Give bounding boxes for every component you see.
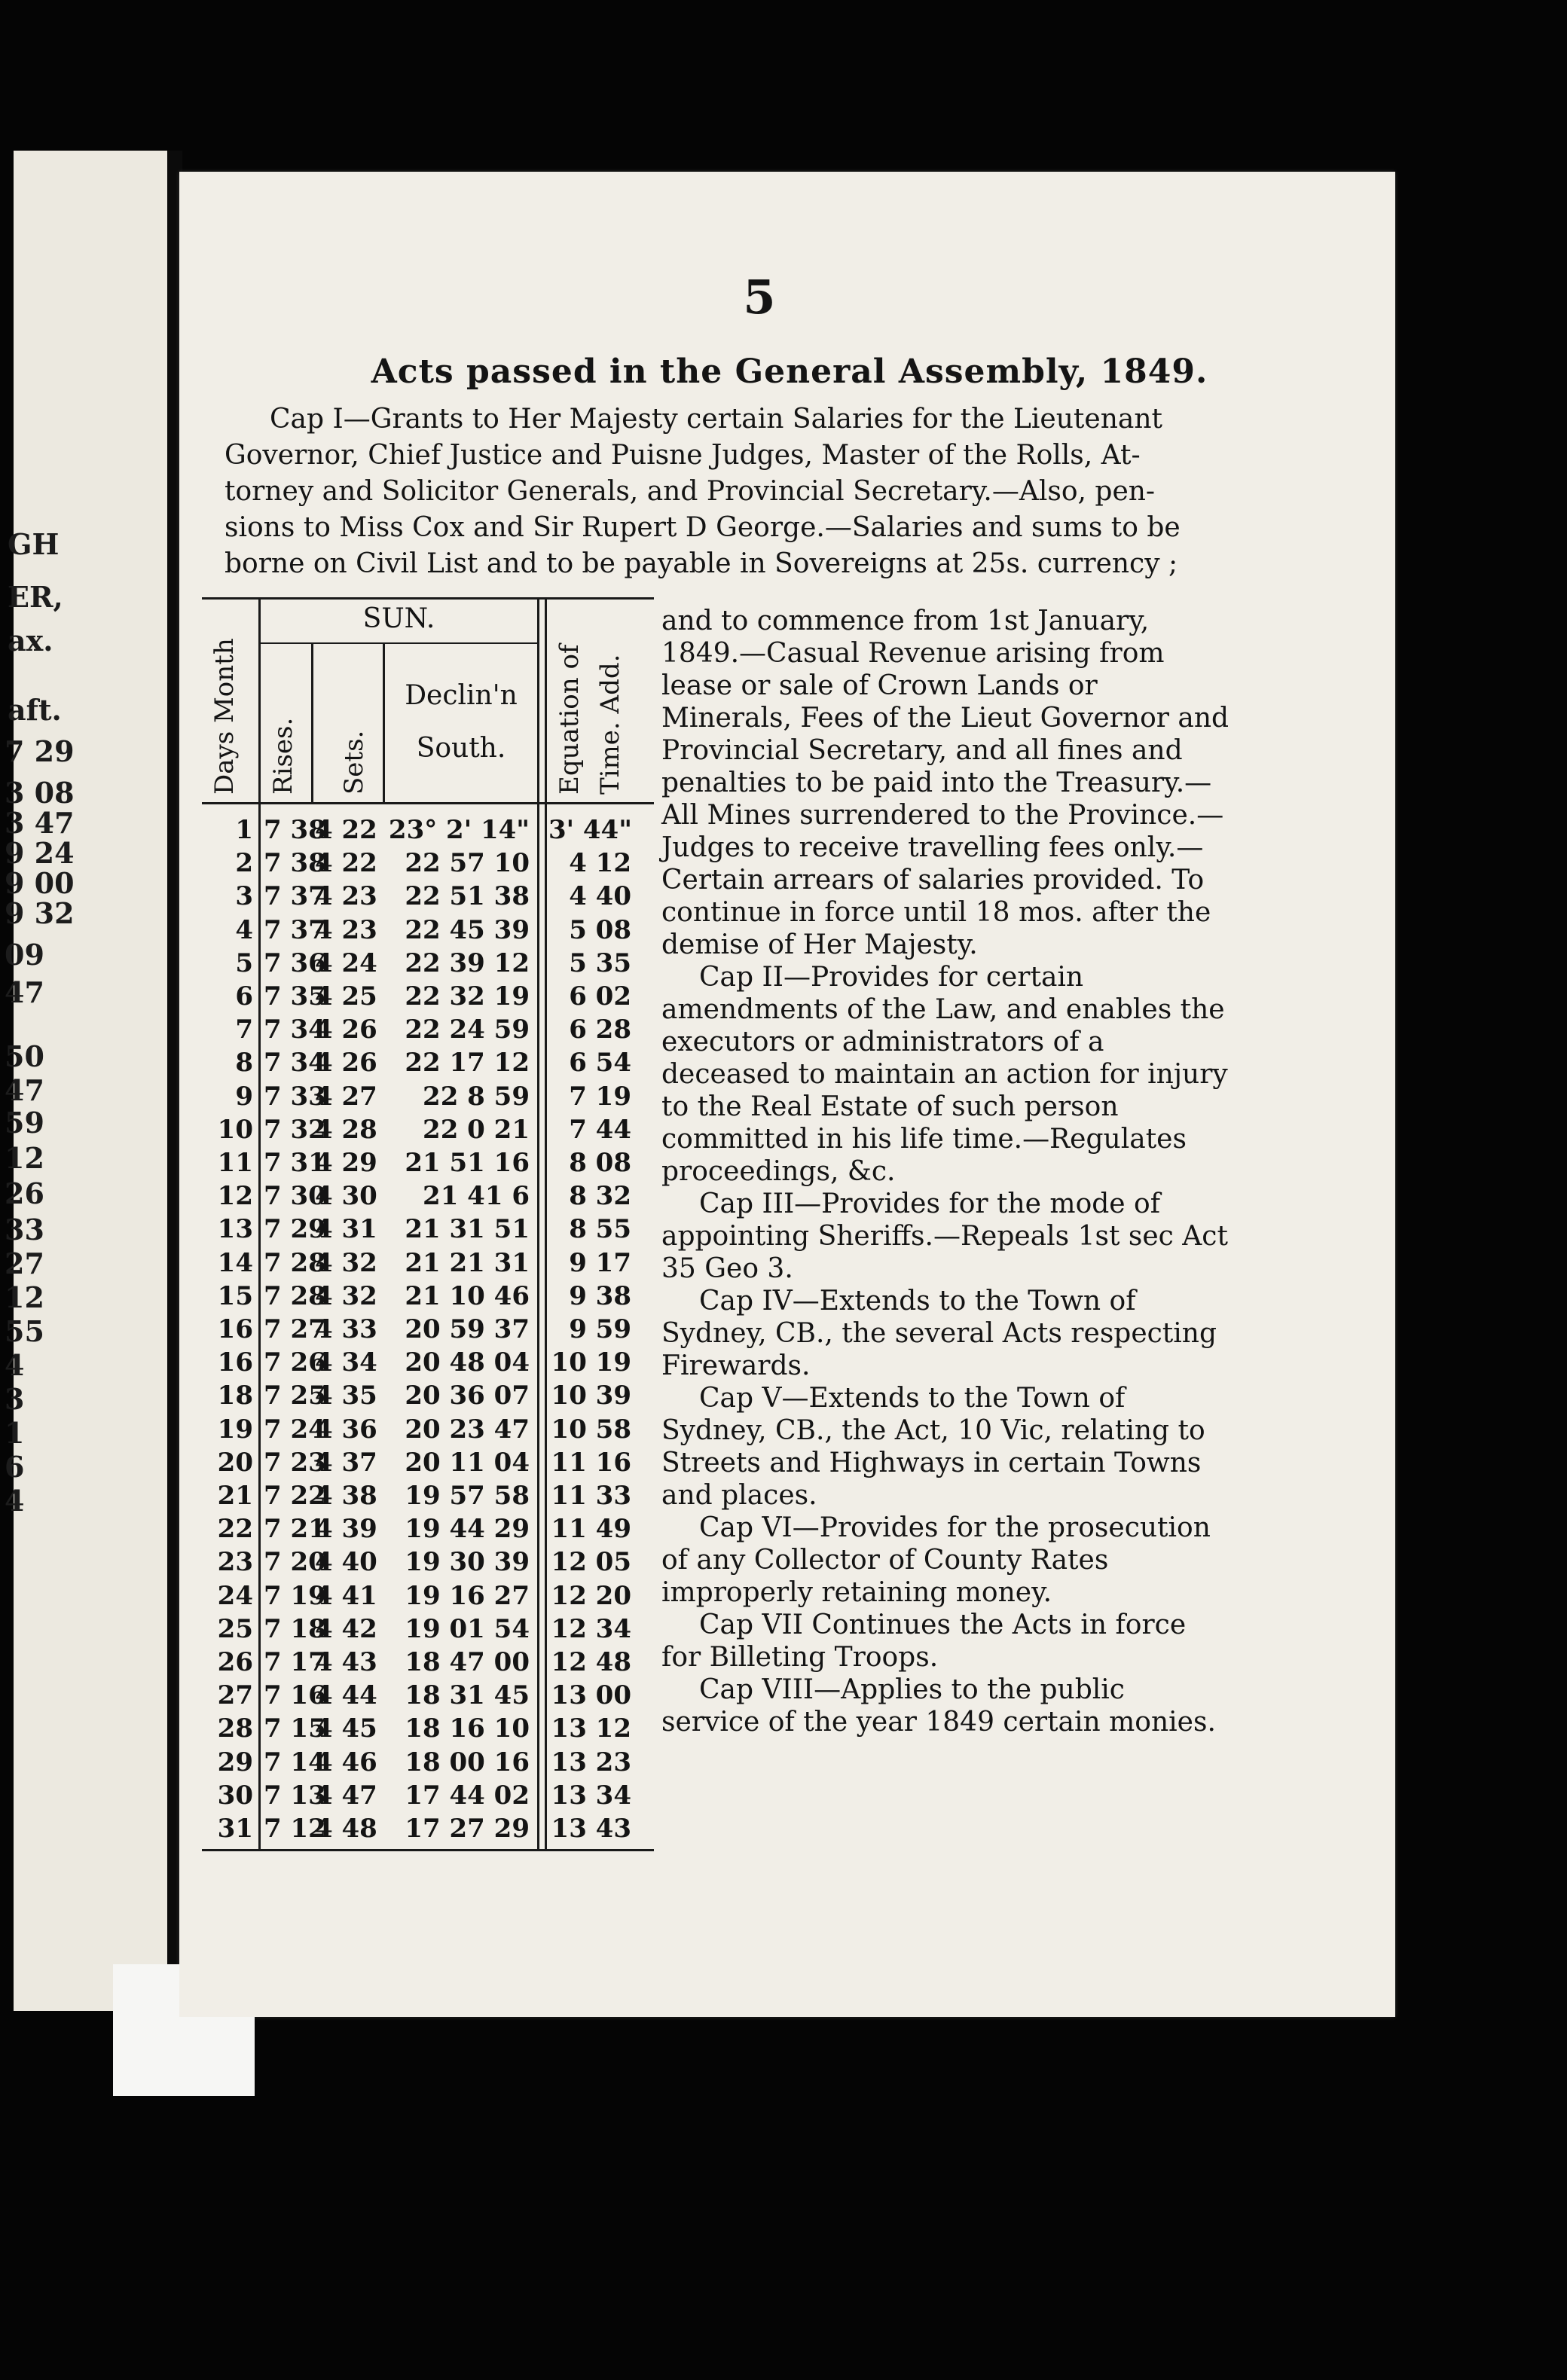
- row-rises: 7 13: [264, 1780, 326, 1811]
- header-sun: SUN.: [362, 603, 435, 634]
- table-row: [202, 848, 654, 879]
- row-equation: 7 19: [569, 1081, 631, 1112]
- row-day: 2: [235, 848, 253, 879]
- row-sets: 4 22: [315, 815, 377, 845]
- act-cap-2: Cap II—Provides for certain amendments of the Law, and enables the executors or administrators of a deceased to maintain an action for injury to the Real Estate of such person committed in his life time.—Regulates proceedings, &c.: [661, 962, 1228, 1187]
- row-day: 21: [217, 1481, 253, 1511]
- row-rises: 7 28: [264, 1247, 326, 1278]
- table-row: [202, 1514, 654, 1545]
- left-page-line: 1: [5, 1416, 25, 1450]
- row-declination: 22 51 38: [405, 881, 530, 912]
- row-rises: 7 38: [264, 815, 326, 845]
- header-bottom-rule: [202, 802, 654, 804]
- row-day: 16: [217, 1347, 253, 1378]
- row-equation: 10 58: [551, 1414, 631, 1445]
- row-sets: 4 23: [315, 881, 377, 912]
- row-equation: 6 54: [569, 1048, 631, 1079]
- left-page-line: 4: [5, 1348, 25, 1382]
- left-page-line: ER,: [8, 580, 63, 614]
- left-page-line: 7 29: [5, 734, 75, 768]
- row-declination: 18 00 16: [405, 1747, 530, 1777]
- row-rises: 7 17: [264, 1647, 326, 1677]
- column-rule: [311, 644, 313, 802]
- left-page-line: 3 08: [5, 776, 75, 810]
- row-sets: 4 33: [315, 1314, 377, 1344]
- row-sets: 4 29: [315, 1148, 377, 1178]
- row-equation: 8 55: [569, 1214, 631, 1245]
- table-bottom-rule: [202, 1849, 654, 1851]
- row-sets: 4 41: [315, 1580, 377, 1611]
- row-declination: 17 27 29: [405, 1814, 530, 1844]
- row-sets: 4 35: [315, 1381, 377, 1411]
- row-day: 20: [217, 1447, 253, 1478]
- act-cap-1-continued: and to commence from 1st January, 1849.—Casual Revenue arising from lease or sale of Crown Lands or Minerals, Fees of the Lieut Governor and Provincial Secretary, and all fines and penalties to be paid into the Treasury.—All Mines surrendered to the Province.—Judges to receive travelling fees only.—Certain arrears of salaries provided. To continue in force until 18 mos. after the demise of Her Majesty.: [661, 606, 1229, 960]
- row-rises: 7 19: [264, 1580, 326, 1611]
- row-sets: 4 40: [315, 1547, 377, 1578]
- row-equation: 5 08: [569, 914, 631, 945]
- row-day: 12: [217, 1181, 253, 1212]
- page-title: Acts passed in the General Assembly, 1849.: [371, 352, 1208, 391]
- row-equation: 9 38: [569, 1280, 631, 1311]
- row-sets: 4 32: [315, 1280, 377, 1311]
- row-equation: 13 34: [551, 1780, 631, 1811]
- row-sets: 4 38: [315, 1481, 377, 1511]
- row-day: 8: [235, 1048, 253, 1079]
- column-rule: [383, 644, 385, 802]
- row-day: 10: [217, 1114, 253, 1145]
- header-south: South.: [416, 733, 506, 764]
- intro-line: Cap I—Grants to Her Majesty certain Salaries for the Lieutenant: [270, 404, 1162, 435]
- left-page-line: aft.: [8, 693, 62, 727]
- left-page-line: 3 47: [5, 806, 75, 840]
- table-row: [202, 1214, 654, 1245]
- left-page-line: ax.: [8, 624, 53, 658]
- row-declination: 21 51 16: [405, 1148, 530, 1178]
- row-declination: 20 59 37: [405, 1314, 530, 1344]
- row-equation: 10 39: [551, 1381, 631, 1411]
- row-day: 6: [235, 981, 253, 1012]
- table-row: [202, 981, 654, 1012]
- left-page-line: GH: [8, 527, 60, 561]
- row-declination: 20 23 47: [405, 1414, 530, 1445]
- row-rises: 7 12: [264, 1814, 326, 1844]
- left-page-line: 50: [5, 1039, 44, 1073]
- table-row: [202, 1081, 654, 1112]
- row-day: 24: [217, 1580, 253, 1611]
- row-equation: 12 48: [551, 1647, 631, 1677]
- row-day: 19: [217, 1414, 253, 1445]
- row-rises: 7 24: [264, 1414, 326, 1445]
- left-page-line: 4: [5, 1484, 25, 1518]
- row-equation: 8 08: [569, 1148, 631, 1178]
- intro-line: borne on Civil List and to be payable in Sovereigns at 25s. currency ;: [225, 548, 1178, 579]
- row-rises: 7 26: [264, 1347, 326, 1378]
- row-declination: 22 45 39: [405, 914, 530, 945]
- row-day: 1: [235, 815, 253, 845]
- row-equation: 13 00: [551, 1680, 631, 1711]
- row-sets: 4 47: [315, 1780, 377, 1811]
- row-rises: 7 33: [264, 1081, 326, 1112]
- table-row: [202, 1613, 654, 1644]
- row-sets: 4 23: [315, 914, 377, 945]
- left-page-line: 33: [5, 1213, 44, 1246]
- row-equation: 6 02: [569, 981, 631, 1012]
- header-declination: Declin'n: [405, 680, 518, 711]
- row-rises: 7 27: [264, 1314, 326, 1344]
- row-declination: 19 16 27: [405, 1580, 530, 1611]
- row-sets: 4 46: [315, 1747, 377, 1777]
- left-facing-page: [0, 151, 169, 2011]
- row-equation: 13 23: [551, 1747, 631, 1777]
- act-cap-3: Cap III—Provides for the mode of appointing Sheriffs.—Repeals 1st sec Act 35 Geo 3.: [661, 1188, 1228, 1284]
- row-day: 27: [217, 1680, 253, 1711]
- table-row: [202, 1181, 654, 1212]
- row-declination: 22 8 59: [423, 1081, 530, 1112]
- row-declination: 17 44 02: [405, 1780, 530, 1811]
- table-row: [202, 1780, 654, 1811]
- row-rises: 7 23: [264, 1447, 326, 1478]
- row-rises: 7 29: [264, 1214, 326, 1245]
- row-day: 14: [217, 1247, 253, 1278]
- row-rises: 7 37: [264, 914, 326, 945]
- row-rises: 7 14: [264, 1747, 326, 1777]
- row-sets: 4 37: [315, 1447, 377, 1478]
- row-declination: 22 24 59: [405, 1015, 530, 1045]
- header-time-add: Time. Add.: [595, 654, 625, 795]
- row-rises: 7 16: [264, 1680, 326, 1711]
- row-rises: 7 31: [264, 1148, 326, 1178]
- table-row: [202, 1414, 654, 1445]
- row-day: 11: [217, 1148, 253, 1178]
- table-row: [202, 1015, 654, 1045]
- row-equation: 8 32: [569, 1181, 631, 1212]
- row-sets: 4 44: [315, 1680, 377, 1711]
- row-rises: 7 34: [264, 1048, 326, 1079]
- row-declination: 22 17 12: [405, 1048, 530, 1079]
- left-page-line: 9 32: [5, 896, 75, 930]
- table-row: [202, 1347, 654, 1378]
- header-rises: Rises.: [268, 717, 298, 795]
- table-row: [202, 1314, 654, 1344]
- row-declination: 22 39 12: [405, 947, 530, 978]
- row-rises: 7 15: [264, 1713, 326, 1744]
- row-equation: 3' 44": [548, 815, 632, 845]
- left-page-line: 12: [5, 1280, 44, 1314]
- row-rises: 7 32: [264, 1114, 326, 1145]
- left-page-line: 59: [5, 1106, 44, 1140]
- left-page-line: 9 00: [5, 866, 75, 900]
- row-declination: 22 0 21: [423, 1114, 530, 1145]
- row-day: 29: [217, 1747, 253, 1777]
- row-sets: 4 24: [315, 947, 377, 978]
- act-cap-5: Cap V—Extends to the Town of Sydney, CB., the Act, 10 Vic, relating to Streets and Highways in certain Towns and places.: [661, 1383, 1205, 1511]
- row-day: 30: [217, 1780, 253, 1811]
- row-sets: 4 36: [315, 1414, 377, 1445]
- table-row: [202, 1447, 654, 1478]
- row-equation: 13 43: [551, 1814, 631, 1844]
- row-day: 26: [217, 1647, 253, 1677]
- row-equation: 6 28: [569, 1015, 631, 1045]
- row-equation: 9 59: [569, 1314, 631, 1344]
- row-sets: 4 39: [315, 1514, 377, 1545]
- act-cap-8: Cap VIII—Applies to the public service of the year 1849 certain monies.: [661, 1674, 1216, 1738]
- row-equation: 11 33: [551, 1481, 631, 1511]
- row-sets: 4 28: [315, 1114, 377, 1145]
- row-declination: 19 44 29: [405, 1514, 530, 1545]
- row-day: 7: [235, 1015, 253, 1045]
- row-declination: 21 31 51: [405, 1214, 530, 1245]
- row-day: 3: [235, 881, 253, 912]
- row-day: 25: [217, 1613, 253, 1644]
- table-row: [202, 1247, 654, 1278]
- row-day: 18: [217, 1381, 253, 1411]
- table-row: [202, 1114, 654, 1145]
- row-day: 9: [235, 1081, 253, 1112]
- table-row: [202, 914, 654, 945]
- header-sets: Sets.: [339, 730, 369, 795]
- table-row: [202, 947, 654, 978]
- row-sets: 4 48: [315, 1814, 377, 1844]
- row-declination: 20 48 04: [405, 1347, 530, 1378]
- row-equation: 7 44: [569, 1114, 631, 1145]
- row-day: 5: [235, 947, 253, 978]
- row-sets: 4 32: [315, 1247, 377, 1278]
- row-sets: 4 30: [315, 1181, 377, 1212]
- table-row: [202, 1680, 654, 1711]
- row-rises: 7 38: [264, 848, 326, 879]
- row-equation: 13 12: [551, 1713, 631, 1744]
- row-sets: 4 26: [315, 1015, 377, 1045]
- table-row: [202, 1547, 654, 1578]
- row-rises: 7 18: [264, 1613, 326, 1644]
- table-top-rule: [202, 597, 654, 600]
- row-day: 4: [235, 914, 253, 945]
- row-rises: 7 30: [264, 1181, 326, 1212]
- row-declination: 21 10 46: [405, 1280, 530, 1311]
- row-rises: 7 20: [264, 1547, 326, 1578]
- row-sets: 4 25: [315, 981, 377, 1012]
- row-declination: 21 41 6: [423, 1181, 530, 1212]
- row-equation: 12 05: [551, 1547, 631, 1578]
- row-equation: 12 20: [551, 1580, 631, 1611]
- table-row: [202, 1649, 654, 1675]
- row-declination: 18 47 00: [405, 1647, 530, 1677]
- act-cap-4: Cap IV—Extends to the Town of Sydney, CB., the several Acts respecting Firewards.: [661, 1286, 1217, 1381]
- row-equation: 4 12: [569, 848, 631, 879]
- row-day: 16: [217, 1314, 253, 1344]
- table-row: [202, 1048, 654, 1079]
- intro-line: sions to Miss Cox and Sir Rupert D George.—Salaries and sums to be: [225, 512, 1181, 543]
- row-declination: 21 21 31: [405, 1247, 530, 1278]
- left-page-line: 9 24: [5, 836, 75, 870]
- left-page-line: 47: [5, 975, 44, 1009]
- page-number: 5: [743, 270, 776, 325]
- table-row: [202, 1580, 654, 1611]
- header-equation-of: Equation of: [554, 644, 585, 795]
- row-sets: 4 43: [315, 1647, 377, 1677]
- row-rises: 7 37: [264, 881, 326, 912]
- row-sets: 4 34: [315, 1347, 377, 1378]
- row-rises: 7 35: [264, 981, 326, 1012]
- row-declination: 18 31 45: [405, 1680, 530, 1711]
- row-sets: 4 31: [315, 1214, 377, 1245]
- row-equation: 11 49: [551, 1514, 631, 1545]
- table-row: [202, 817, 654, 843]
- left-page-line: 3: [5, 1382, 25, 1416]
- row-sets: 4 42: [315, 1613, 377, 1644]
- row-equation: 5 35: [569, 947, 631, 978]
- act-cap-7: Cap VII Continues the Acts in force for Billeting Troops.: [661, 1610, 1187, 1673]
- header-days-month: Days Month: [209, 638, 240, 795]
- row-declination: 22 32 19: [405, 981, 530, 1012]
- row-sets: 4 45: [315, 1713, 377, 1744]
- row-day: 13: [217, 1214, 253, 1245]
- row-declination: 19 57 58: [405, 1481, 530, 1511]
- row-day: 23: [217, 1547, 253, 1578]
- row-declination: 20 36 07: [405, 1381, 530, 1411]
- row-equation: 11 16: [551, 1447, 631, 1478]
- row-day: 15: [217, 1280, 253, 1311]
- row-day: 31: [217, 1814, 253, 1844]
- row-rises: 7 28: [264, 1280, 326, 1311]
- almanac-page: [179, 172, 1395, 2017]
- table-row: [202, 1280, 654, 1311]
- sun-table: [202, 597, 654, 1851]
- left-page-line: 09: [5, 938, 44, 972]
- cap-one-intro: [225, 401, 1219, 582]
- left-page-line: 26: [5, 1176, 44, 1210]
- table-row: [202, 1150, 654, 1176]
- row-declination: 19 30 39: [405, 1547, 530, 1578]
- left-page-line: 55: [5, 1314, 44, 1348]
- row-sets: 4 22: [315, 848, 377, 879]
- table-row: [202, 1814, 654, 1844]
- row-sets: 4 26: [315, 1048, 377, 1079]
- table-row: [202, 1747, 654, 1777]
- row-rises: 7 25: [264, 1381, 326, 1411]
- intro-line: Governor, Chief Justice and Puisne Judges, Master of the Rolls, At-: [225, 440, 1141, 471]
- row-equation: 12 34: [551, 1613, 631, 1644]
- act-cap-6: Cap VI—Provides for the prosecution of any Collector of County Rates improperly retaining money.: [661, 1512, 1211, 1608]
- row-rises: 7 36: [264, 947, 326, 978]
- row-day: 28: [217, 1713, 253, 1744]
- row-equation: 4 40: [569, 881, 631, 912]
- row-declination: 18 16 10: [405, 1713, 530, 1744]
- table-row: [202, 1713, 654, 1744]
- row-sets: 4 27: [315, 1081, 377, 1112]
- acts-list: [661, 605, 1230, 1738]
- left-page-line: 12: [5, 1141, 44, 1175]
- row-equation: 10 19: [551, 1347, 631, 1378]
- left-page-line: 6: [5, 1450, 25, 1484]
- row-day: 22: [217, 1514, 253, 1545]
- left-page-line: 27: [5, 1246, 44, 1280]
- left-page-line: 47: [5, 1073, 44, 1107]
- table-row: [202, 1381, 654, 1411]
- row-declination: 20 11 04: [405, 1447, 530, 1478]
- row-declination: 19 01 54: [405, 1613, 530, 1644]
- row-equation: 9 17: [569, 1247, 631, 1278]
- row-declination: 22 57 10: [405, 848, 530, 879]
- row-rises: 7 22: [264, 1481, 326, 1511]
- row-declination: 23° 2' 14": [388, 815, 530, 845]
- row-rises: 7 34: [264, 1015, 326, 1045]
- table-row: [202, 1483, 654, 1509]
- intro-line: torney and Solicitor Generals, and Provincial Secretary.—Also, pen-: [225, 476, 1156, 507]
- row-rises: 7 21: [264, 1514, 326, 1545]
- sun-header-rule: [261, 642, 537, 644]
- table-row: [202, 881, 654, 912]
